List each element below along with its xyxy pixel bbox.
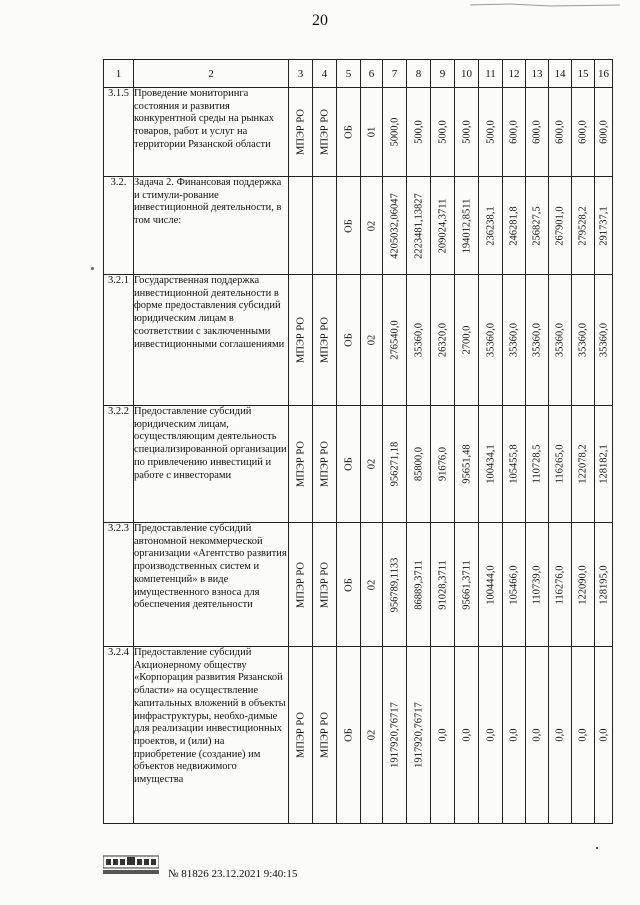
value-cell [337, 523, 361, 647]
value-cell [313, 275, 337, 406]
value-cell [526, 406, 549, 523]
value-cell [549, 275, 572, 406]
value-cell-text: 02 [366, 458, 377, 470]
value-cell-text: 02 [366, 729, 377, 741]
scan-artifact [470, 2, 620, 8]
value-cell [526, 88, 549, 177]
value-cell [289, 275, 313, 406]
value-cell [455, 406, 479, 523]
value-cell-text: 85800,0 [413, 446, 424, 482]
document-number: № 81826 23.12.2021 9:40:15 [168, 868, 298, 880]
value-cell [455, 177, 479, 275]
value-cell [289, 647, 313, 824]
value-cell-text: МПЭР РО [295, 441, 306, 487]
value-cell-text: 246281,8 [508, 205, 520, 246]
value-cell-text: 0,0 [437, 728, 448, 742]
value-cell [455, 523, 479, 647]
value-cell [503, 177, 526, 275]
value-cell [479, 275, 503, 406]
budget-table [103, 59, 613, 824]
value-cell-text: 0,0 [598, 728, 609, 742]
value-cell-text: 0,0 [461, 728, 472, 742]
value-cell [572, 275, 595, 406]
value-cell [383, 647, 407, 824]
value-cell-text: МПЭР РО [295, 317, 306, 363]
value-cell-text: 110728,5 [531, 444, 543, 484]
value-cell-text: МПЭР РО [295, 561, 306, 608]
value-cell [479, 523, 503, 647]
value-cell [549, 88, 572, 177]
value-cell [479, 177, 503, 275]
header-cell: 1 [104, 60, 134, 88]
value-cell-text: ОБ [343, 728, 354, 742]
value-cell [595, 523, 613, 647]
value-cell [503, 88, 526, 177]
value-cell-text: 291737,1 [598, 205, 609, 246]
value-cell-text: 236238,1 [485, 205, 496, 246]
value-cell [549, 523, 572, 647]
header-cell: 6 [361, 60, 383, 88]
value-cell [383, 177, 407, 275]
value-cell-text: 600,0 [598, 120, 609, 144]
description-cell: Государственная поддержка инвестиционной деятельности в форме предоставления субсидий юридическим лицам в соответствии с заключенными инвестиционными соглашениями [134, 275, 289, 406]
value-cell [383, 523, 407, 647]
value-cell-text: 35360,0 [598, 322, 609, 358]
value-cell-text: 86889,3711 [413, 559, 424, 610]
value-cell-text: ОБ [343, 457, 354, 471]
value-cell-text: 122090,0 [577, 564, 589, 605]
value-cell [289, 88, 313, 177]
value-cell-text: 956789,1133 [389, 557, 400, 612]
description-cell: Задача 2. Финансовая поддержка и стимули-рование инвестиционной деятельности, в том числе: [134, 177, 289, 275]
value-cell-text: 0,0 [485, 728, 496, 742]
value-cell-text: 100444,0 [485, 564, 496, 605]
value-cell-text: 2223481,13827 [413, 192, 424, 259]
value-cell [595, 177, 613, 275]
value-cell-text: 600,0 [577, 120, 589, 144]
value-cell-text: 122078,2 [577, 444, 589, 484]
value-cell-text: 02 [366, 334, 377, 346]
value-cell-text: 0,0 [554, 728, 566, 742]
value-cell [289, 177, 313, 275]
value-cell-text: 02 [366, 579, 377, 590]
value-cell [361, 88, 383, 177]
row-number-cell: 3.2. [104, 177, 134, 275]
table-row [104, 406, 613, 523]
table-row [104, 88, 613, 177]
value-cell [337, 647, 361, 824]
value-cell-text: 35360,0 [485, 322, 496, 358]
header-cell: 8 [407, 60, 431, 88]
value-cell-text: 128182,1 [598, 444, 609, 484]
value-cell [431, 523, 455, 647]
header-cell: 4 [313, 60, 337, 88]
value-cell [361, 406, 383, 523]
value-cell-text: 0,0 [577, 728, 589, 742]
table-row [104, 177, 613, 275]
value-cell [572, 523, 595, 647]
value-cell [407, 406, 431, 523]
value-cell-text: 110739,0 [531, 565, 543, 604]
description-cell: Предоставление субсидий юридическим лицам, осуществляющим деятельность специализированной организации по привлечению инвестиций и работе с инвесторами [134, 406, 289, 523]
value-cell-text: МПЭР РО [295, 712, 306, 758]
government-logo-icon [103, 852, 159, 876]
header-cell: 10 [455, 60, 479, 88]
value-cell [503, 406, 526, 523]
value-cell [503, 275, 526, 406]
value-cell [595, 88, 613, 177]
value-cell-text: 500,0 [413, 120, 424, 144]
table-row [104, 275, 613, 406]
value-cell [431, 275, 455, 406]
value-cell-text: 0,0 [531, 728, 543, 742]
header-cell: 11 [479, 60, 503, 88]
scan-dot [596, 847, 598, 849]
value-cell-text: 1917920,76717 [389, 702, 400, 768]
value-cell-text: 209024,3711 [437, 198, 448, 253]
value-cell [361, 275, 383, 406]
value-cell [572, 88, 595, 177]
value-cell [526, 177, 549, 275]
value-cell-text: МПЭР РО [319, 441, 330, 487]
value-cell-text: 194012,8511 [461, 198, 472, 253]
value-cell-text: 35360,0 [508, 322, 520, 358]
row-number-cell: 3.2.2 [104, 406, 134, 523]
value-cell-text: МПЭР РО [319, 561, 330, 608]
value-cell [313, 523, 337, 647]
value-cell [572, 406, 595, 523]
value-cell [361, 177, 383, 275]
value-cell [503, 647, 526, 824]
value-cell-text: 95651,48 [461, 444, 472, 484]
value-cell [289, 406, 313, 523]
value-cell-text: МПЭР РО [295, 109, 306, 155]
description-cell: Предоставление субсидий автономной некоммерческой организации «Агентство развития производственных систем и компетенций» в виде имущественного взноса для обеспечения деятельности [134, 523, 289, 647]
value-cell [455, 275, 479, 406]
value-cell [313, 406, 337, 523]
value-cell-text: 600,0 [554, 120, 566, 144]
value-cell [479, 647, 503, 824]
value-cell [572, 647, 595, 824]
value-cell-text: 26320,0 [437, 322, 448, 358]
table-row [104, 523, 613, 647]
value-cell-text: 276540,0 [389, 320, 400, 360]
value-cell [479, 88, 503, 177]
header-cell: 13 [526, 60, 549, 88]
value-cell [289, 523, 313, 647]
description-cell: Проведение мониторинга состояния и развития конкурентной среды на рынках товаров, работ и услуг на территории Рязанской области [134, 88, 289, 177]
value-cell [549, 647, 572, 824]
value-cell-text: 600,0 [508, 120, 520, 144]
header-cell: 3 [289, 60, 313, 88]
row-number-cell: 3.2.4 [104, 647, 134, 824]
value-cell [361, 523, 383, 647]
value-cell-text: 4205032,06047 [389, 192, 400, 259]
value-cell [361, 647, 383, 824]
value-cell [455, 88, 479, 177]
value-cell-text: 100434,1 [485, 444, 496, 484]
header-cell: 7 [383, 60, 407, 88]
value-cell [431, 88, 455, 177]
value-cell [431, 647, 455, 824]
value-cell [526, 275, 549, 406]
header-cell: 5 [337, 60, 361, 88]
value-cell-text: 105466,0 [508, 564, 520, 605]
value-cell [503, 523, 526, 647]
value-cell-text: МПЭР РО [319, 317, 330, 363]
value-cell [407, 523, 431, 647]
value-cell [526, 647, 549, 824]
value-cell-text: 116276,0 [554, 565, 566, 604]
header-cell: 12 [503, 60, 526, 88]
header-cell: 9 [431, 60, 455, 88]
row-number-cell: 3.2.1 [104, 275, 134, 406]
value-cell-text: 2700,0 [461, 325, 472, 355]
header-cell: 16 [595, 60, 613, 88]
value-cell-text: 105455,8 [508, 444, 520, 484]
description-cell: Предоставление субсидий Акционерному обществу «Корпорация развития Рязанской области» на осуществление капитальных вложений в объекты инфраструктуры, необхо-димые для реализации инвестиционных проектов, и (или) на приобретение (создание) им объектов недвижимого имущества [134, 647, 289, 824]
header-row [104, 60, 613, 88]
value-cell [383, 406, 407, 523]
value-cell-text: 35360,0 [531, 322, 543, 358]
value-cell-text: 267901,0 [554, 205, 566, 246]
scan-dot [91, 267, 94, 270]
row-number-cell: 3.1.5 [104, 88, 134, 177]
value-cell [526, 523, 549, 647]
value-cell [407, 88, 431, 177]
value-cell [337, 177, 361, 275]
value-cell-text: 500,0 [437, 120, 448, 144]
row-number-cell: 3.2.3 [104, 523, 134, 647]
value-cell-text: МПЭР РО [319, 712, 330, 758]
value-cell-text: 600,0 [531, 120, 543, 144]
header-cell: 2 [134, 60, 289, 88]
value-cell [313, 647, 337, 824]
value-cell [479, 406, 503, 523]
value-cell-text: 91676,0 [437, 446, 448, 482]
value-cell-text: 0,0 [508, 728, 520, 742]
value-cell [313, 177, 337, 275]
value-cell [337, 88, 361, 177]
value-cell-text: 1917920,76717 [413, 702, 424, 768]
value-cell [313, 88, 337, 177]
value-cell-text: ОБ [343, 218, 354, 233]
value-cell [549, 177, 572, 275]
value-cell [549, 406, 572, 523]
header-cell: 15 [572, 60, 595, 88]
value-cell [407, 647, 431, 824]
value-cell-text: МПЭР РО [319, 109, 330, 155]
value-cell-text: 279528,2 [577, 205, 589, 246]
value-cell-text: 500,0 [485, 120, 496, 144]
value-cell-text: 500,0 [461, 120, 472, 144]
value-cell [431, 406, 455, 523]
value-cell [337, 275, 361, 406]
value-cell [595, 647, 613, 824]
value-cell [572, 177, 595, 275]
value-cell [407, 177, 431, 275]
value-cell-text: ОБ [343, 125, 354, 139]
value-cell-text: 128195,0 [598, 564, 609, 605]
value-cell [595, 406, 613, 523]
value-cell-text: 5000,0 [389, 117, 400, 147]
value-cell-text: 91028,3711 [437, 559, 448, 610]
value-cell-text: 95661,3711 [461, 559, 472, 610]
value-cell [595, 275, 613, 406]
value-cell-text: 116265,0 [554, 444, 566, 484]
value-cell [431, 177, 455, 275]
value-cell [407, 275, 431, 406]
value-cell-text: 35360,0 [413, 322, 424, 358]
page-number: 20 [312, 12, 328, 29]
header-cell: 14 [549, 60, 572, 88]
value-cell-text: ОБ [343, 577, 354, 592]
value-cell-text: ОБ [343, 333, 354, 347]
value-cell-text: 956271,18 [389, 441, 400, 487]
value-cell-text: 35360,0 [554, 322, 566, 358]
value-cell [455, 647, 479, 824]
value-cell [337, 406, 361, 523]
table-row [104, 647, 613, 824]
value-cell [383, 275, 407, 406]
value-cell [383, 88, 407, 177]
value-cell-text: 02 [366, 220, 377, 231]
value-cell-text: 35360,0 [577, 322, 589, 358]
value-cell-text: 01 [366, 126, 377, 138]
value-cell-text: 256827,5 [531, 205, 543, 246]
